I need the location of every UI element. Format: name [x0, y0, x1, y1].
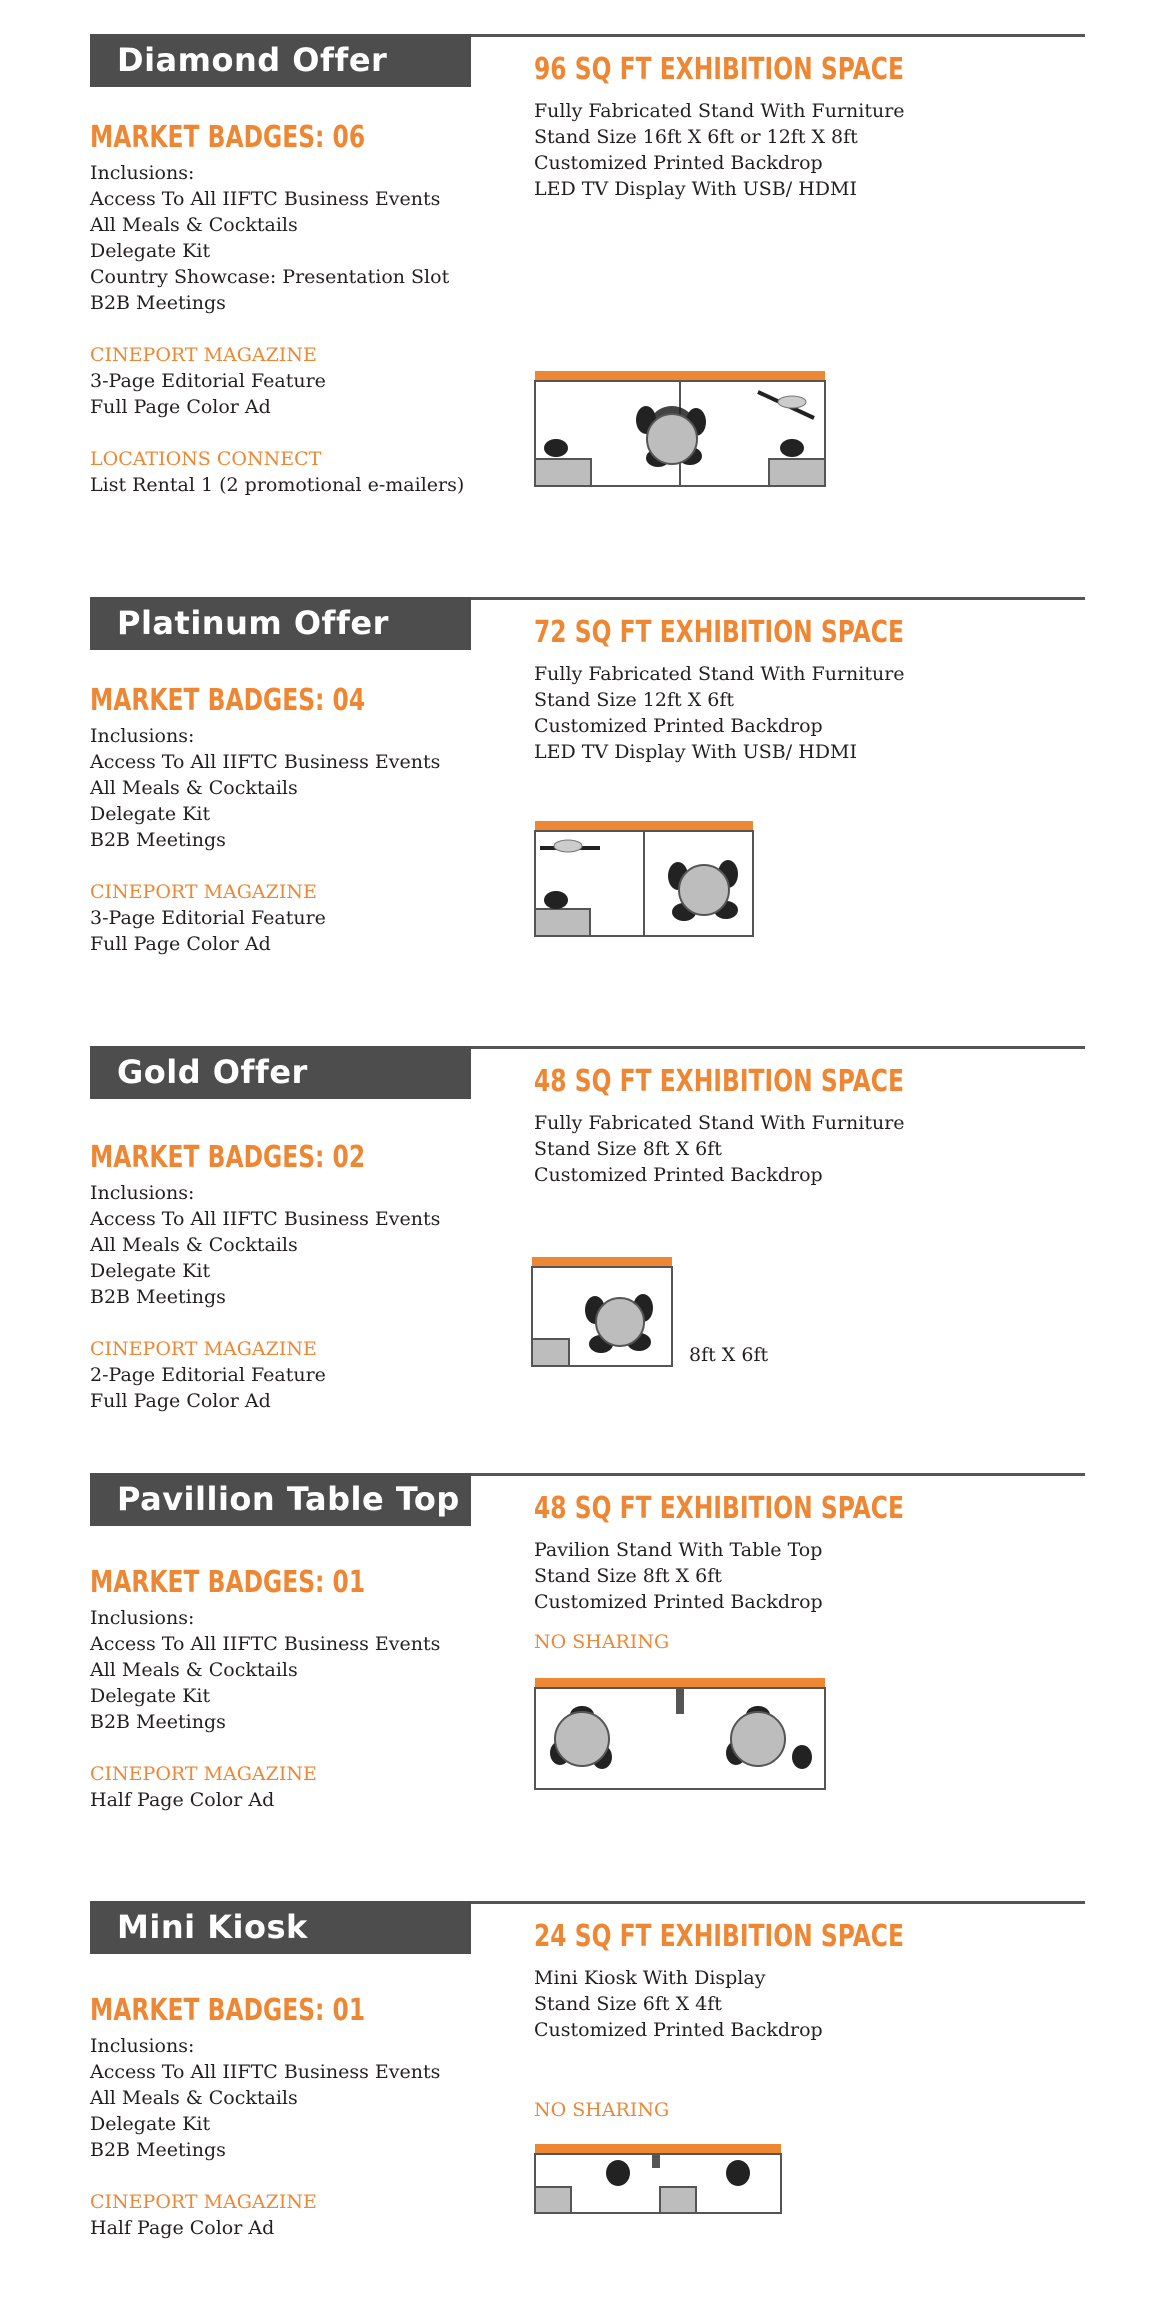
- inclusions-label: Inclusions:: [90, 725, 195, 747]
- inclusion-item: B2B Meetings: [90, 1711, 226, 1733]
- inclusion-item: Delegate Kit: [90, 240, 211, 262]
- inclusion-item: All Meals & Cocktails: [90, 214, 298, 236]
- feature-item: Stand Size 6ft X 4ft: [534, 1993, 722, 2015]
- stand-floor-plan: [534, 1677, 826, 1791]
- plan-caption: 8ft X 6ft: [689, 1344, 769, 1366]
- group-heading: CINEPORT MAGAZINE: [90, 2191, 317, 2213]
- offer-inclusions-column: [90, 116, 490, 498]
- offer-inclusions-column: [90, 1136, 490, 1414]
- feature-item: Customized Printed Backdrop: [534, 1164, 823, 1186]
- group-heading: CINEPORT MAGAZINE: [90, 344, 317, 366]
- market-badges: MARKET BADGES: 01: [90, 1565, 366, 1600]
- inclusion-item: Access To All IIFTC Business Events: [90, 1633, 441, 1655]
- inclusion-item: Access To All IIFTC Business Events: [90, 751, 441, 773]
- exhibition-space-title: 96 SQ FT EXHIBITION SPACE: [534, 52, 904, 87]
- inclusion-item: Delegate Kit: [90, 803, 211, 825]
- offer-title: Diamond Offer: [90, 34, 471, 87]
- feature-item: Mini Kiosk With Display: [534, 1967, 766, 1989]
- feature-item: Customized Printed Backdrop: [534, 715, 823, 737]
- inclusion-item: Access To All IIFTC Business Events: [90, 1208, 441, 1230]
- offer-title: Platinum Offer: [90, 597, 471, 650]
- offer-space-column: [534, 48, 1094, 202]
- inclusions-label: Inclusions:: [90, 162, 195, 184]
- feature-item: Stand Size 8ft X 6ft: [534, 1138, 722, 1160]
- feature-item: Stand Size 12ft X 6ft: [534, 689, 735, 711]
- group-item: Half Page Color Ad: [90, 1789, 275, 1811]
- group-item: Half Page Color Ad: [90, 2217, 275, 2239]
- exhibition-space-title: 48 SQ FT EXHIBITION SPACE: [534, 1491, 904, 1526]
- inclusion-item: All Meals & Cocktails: [90, 2087, 298, 2109]
- market-badges: MARKET BADGES: 01: [90, 1993, 366, 2028]
- feature-item: LED TV Display With USB/ HDMI: [534, 741, 857, 763]
- offer-title: Pavillion Table Top: [90, 1473, 471, 1526]
- group-heading: CINEPORT MAGAZINE: [90, 881, 317, 903]
- inclusion-item: Access To All IIFTC Business Events: [90, 188, 441, 210]
- feature-item: Pavilion Stand With Table Top: [534, 1539, 823, 1561]
- feature-item: LED TV Display With USB/ HDMI: [534, 178, 857, 200]
- inclusion-item: Delegate Kit: [90, 1685, 211, 1707]
- exhibition-space-title: 72 SQ FT EXHIBITION SPACE: [534, 615, 904, 650]
- feature-item: Stand Size 8ft X 6ft: [534, 1565, 722, 1587]
- feature-item: Customized Printed Backdrop: [534, 2019, 823, 2041]
- market-badges: MARKET BADGES: 04: [90, 683, 366, 718]
- inclusions-label: Inclusions:: [90, 1182, 195, 1204]
- group-item: Full Page Color Ad: [90, 1390, 271, 1412]
- feature-item: Stand Size 16ft X 6ft or 12ft X 8ft: [534, 126, 858, 148]
- inclusion-item: Delegate Kit: [90, 2113, 211, 2135]
- inclusions-label: Inclusions:: [90, 1607, 195, 1629]
- inclusion-item: Country Showcase: Presentation Slot: [90, 266, 450, 288]
- offer-title: Mini Kiosk: [90, 1901, 471, 1954]
- inclusion-item: B2B Meetings: [90, 292, 226, 314]
- group-item: List Rental 1 (2 promotional e-mailers): [90, 474, 465, 496]
- exhibition-space-title: 48 SQ FT EXHIBITION SPACE: [534, 1064, 904, 1099]
- group-heading: CINEPORT MAGAZINE: [90, 1338, 317, 1360]
- group-item: 2-Page Editorial Feature: [90, 1364, 326, 1386]
- group-item: Full Page Color Ad: [90, 933, 271, 955]
- feature-item: Fully Fabricated Stand With Furniture: [534, 1112, 905, 1134]
- offer-title: Gold Offer: [90, 1046, 471, 1099]
- feature-item: Fully Fabricated Stand With Furniture: [534, 663, 905, 685]
- offer-space-column: [534, 1915, 1094, 2043]
- stand-floor-plan: [534, 370, 826, 488]
- feature-item: Customized Printed Backdrop: [534, 1591, 823, 1613]
- sharing-note: NO SHARING: [534, 1631, 670, 1653]
- offer-inclusions-column: [90, 679, 490, 957]
- exhibition-space-title: 24 SQ FT EXHIBITION SPACE: [534, 1919, 904, 1954]
- stand-floor-plan: [534, 820, 754, 938]
- group-item: 3-Page Editorial Feature: [90, 370, 326, 392]
- inclusion-item: B2B Meetings: [90, 1286, 226, 1308]
- sharing-note: NO SHARING: [534, 2099, 670, 2121]
- inclusion-item: All Meals & Cocktails: [90, 777, 298, 799]
- group-heading: LOCATIONS CONNECT: [90, 448, 322, 470]
- inclusion-item: B2B Meetings: [90, 2139, 226, 2161]
- market-badges: MARKET BADGES: 06: [90, 120, 366, 155]
- offer-space-column: [534, 1060, 1094, 1188]
- offer-inclusions-column: [90, 1561, 490, 1813]
- offer-inclusions-column: [90, 1989, 490, 2241]
- feature-item: Fully Fabricated Stand With Furniture: [534, 100, 905, 122]
- inclusion-item: All Meals & Cocktails: [90, 1234, 298, 1256]
- group-item: 3-Page Editorial Feature: [90, 907, 326, 929]
- offer-space-column: [534, 1487, 1094, 1655]
- stand-floor-plan: [534, 2143, 782, 2215]
- inclusion-item: Delegate Kit: [90, 1260, 211, 1282]
- inclusion-item: All Meals & Cocktails: [90, 1659, 298, 1681]
- inclusions-label: Inclusions:: [90, 2035, 195, 2057]
- offer-space-column: [534, 611, 1094, 765]
- inclusion-item: Access To All IIFTC Business Events: [90, 2061, 441, 2083]
- feature-item: Customized Printed Backdrop: [534, 152, 823, 174]
- stand-floor-plan: [531, 1256, 673, 1368]
- group-item: Full Page Color Ad: [90, 396, 271, 418]
- market-badges: MARKET BADGES: 02: [90, 1140, 366, 1175]
- group-heading: CINEPORT MAGAZINE: [90, 1763, 317, 1785]
- inclusion-item: B2B Meetings: [90, 829, 226, 851]
